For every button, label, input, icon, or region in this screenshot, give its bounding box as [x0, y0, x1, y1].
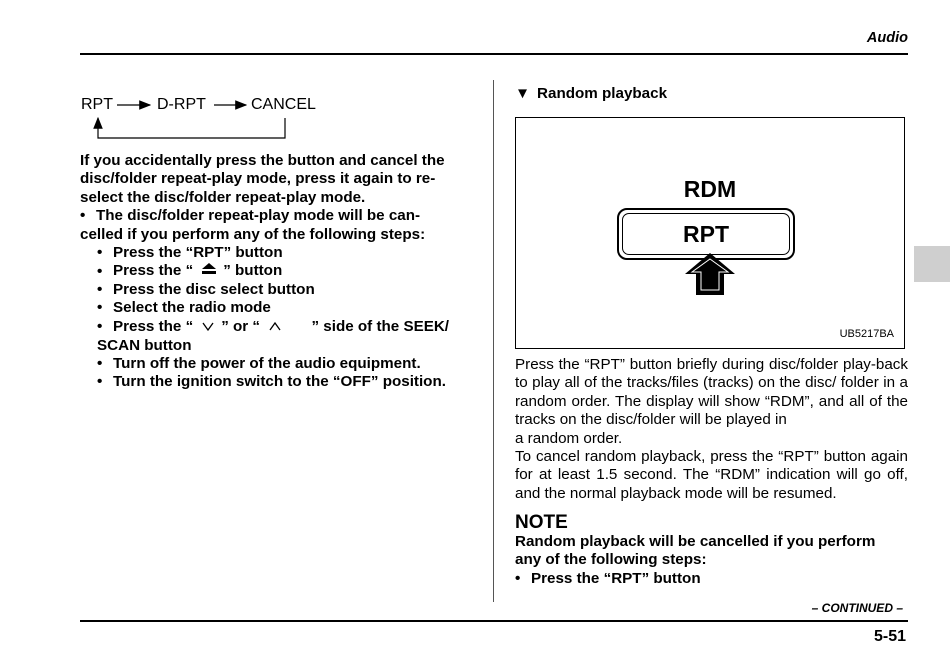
- press-arrow-icon: [684, 252, 736, 296]
- intro-line-2: disc/folder repeat-play mode, press it again to re-: [80, 170, 436, 188]
- rdm-display-figure: [515, 117, 905, 349]
- flow-step-rpt: RPT: [81, 96, 113, 113]
- step-ignition-off: • Turn the ignition switch to the “OFF” position.: [97, 373, 446, 391]
- figure-code: UB5217BA: [839, 328, 894, 340]
- note-line-2: any of the following steps:: [515, 551, 707, 569]
- note-heading: NOTE: [515, 512, 568, 533]
- page-number: 5-51: [873, 628, 906, 645]
- step-eject-button: • Press the “ ” button: [97, 262, 283, 280]
- random-playback-title: Random playback: [537, 85, 668, 102]
- triangle-down-icon: ▼: [515, 85, 531, 102]
- note-step-rpt: • Press the “RPT” button: [515, 569, 701, 587]
- repeat-mode-flow-diagram: [80, 88, 380, 148]
- bullet-text: The disc/folder repeat-play mode will be can-: [96, 207, 421, 225]
- random-paragraph-1: Press the “RPT” button briefly during disc/folder play-back to play all of the tracks/files (tracks) on the disc/ folder in a random order. The display will show “RDM”, and all of the tracks on the disc/folder will be played in: [515, 356, 908, 429]
- random-playback-heading: [515, 85, 908, 102]
- seek-down-icon: [202, 318, 214, 336]
- left-column: [80, 152, 474, 392]
- bullet-dot: •: [80, 207, 86, 225]
- section-title: Audio: [866, 30, 908, 46]
- eject-icon: [201, 262, 217, 280]
- rdm-indicator: RDM: [683, 176, 737, 202]
- random-paragraph-1-end: a random order.: [515, 429, 623, 447]
- rpt-button-label: RPT: [622, 213, 790, 255]
- intro-line-1: If you accidentally press the button and cancel the: [80, 152, 445, 169]
- header-rule: [80, 53, 908, 55]
- random-paragraph-2: To cancel random playback, press the “RPT” button again for at least 1.5 second. The “RDM” indication will go off, and the normal playback mode will be resumed.: [515, 448, 908, 502]
- bullet-line-2: celled if you perform any of the following steps:: [80, 225, 426, 243]
- random-playback-body: [515, 356, 908, 503]
- bullet-line-1: [80, 207, 474, 225]
- note-line-1: Random playback will be cancelled if you perform: [515, 533, 876, 550]
- flow-arrows: [80, 88, 380, 148]
- step-disc-select: • Press the disc select button: [97, 281, 315, 299]
- note-body: [515, 533, 908, 588]
- intro-line-3: select the disc/folder repeat-play mode.: [80, 188, 366, 206]
- column-divider: [493, 80, 494, 602]
- step-seek-scan: • Press the “ ” or “ ” side of the SEEK/: [97, 318, 450, 336]
- step-seek-scan-line2: SCAN button: [97, 336, 192, 354]
- arrow-cancel-back-to-rpt: [98, 118, 285, 138]
- continued-label: – CONTINUED –: [811, 601, 903, 615]
- cancel-steps-list: [80, 244, 474, 392]
- flow-step-d-rpt: D-RPT: [157, 96, 206, 113]
- footer-rule: [80, 620, 908, 622]
- step-power-off: • Turn off the power of the audio equipment.: [97, 354, 421, 372]
- step-radio-mode: • Select the radio mode: [97, 299, 271, 317]
- seek-up-icon: [269, 318, 281, 336]
- flow-step-cancel: CANCEL: [251, 96, 316, 113]
- chapter-tab: [914, 246, 950, 282]
- step-rpt-button: • Press the “RPT” button: [97, 244, 283, 262]
